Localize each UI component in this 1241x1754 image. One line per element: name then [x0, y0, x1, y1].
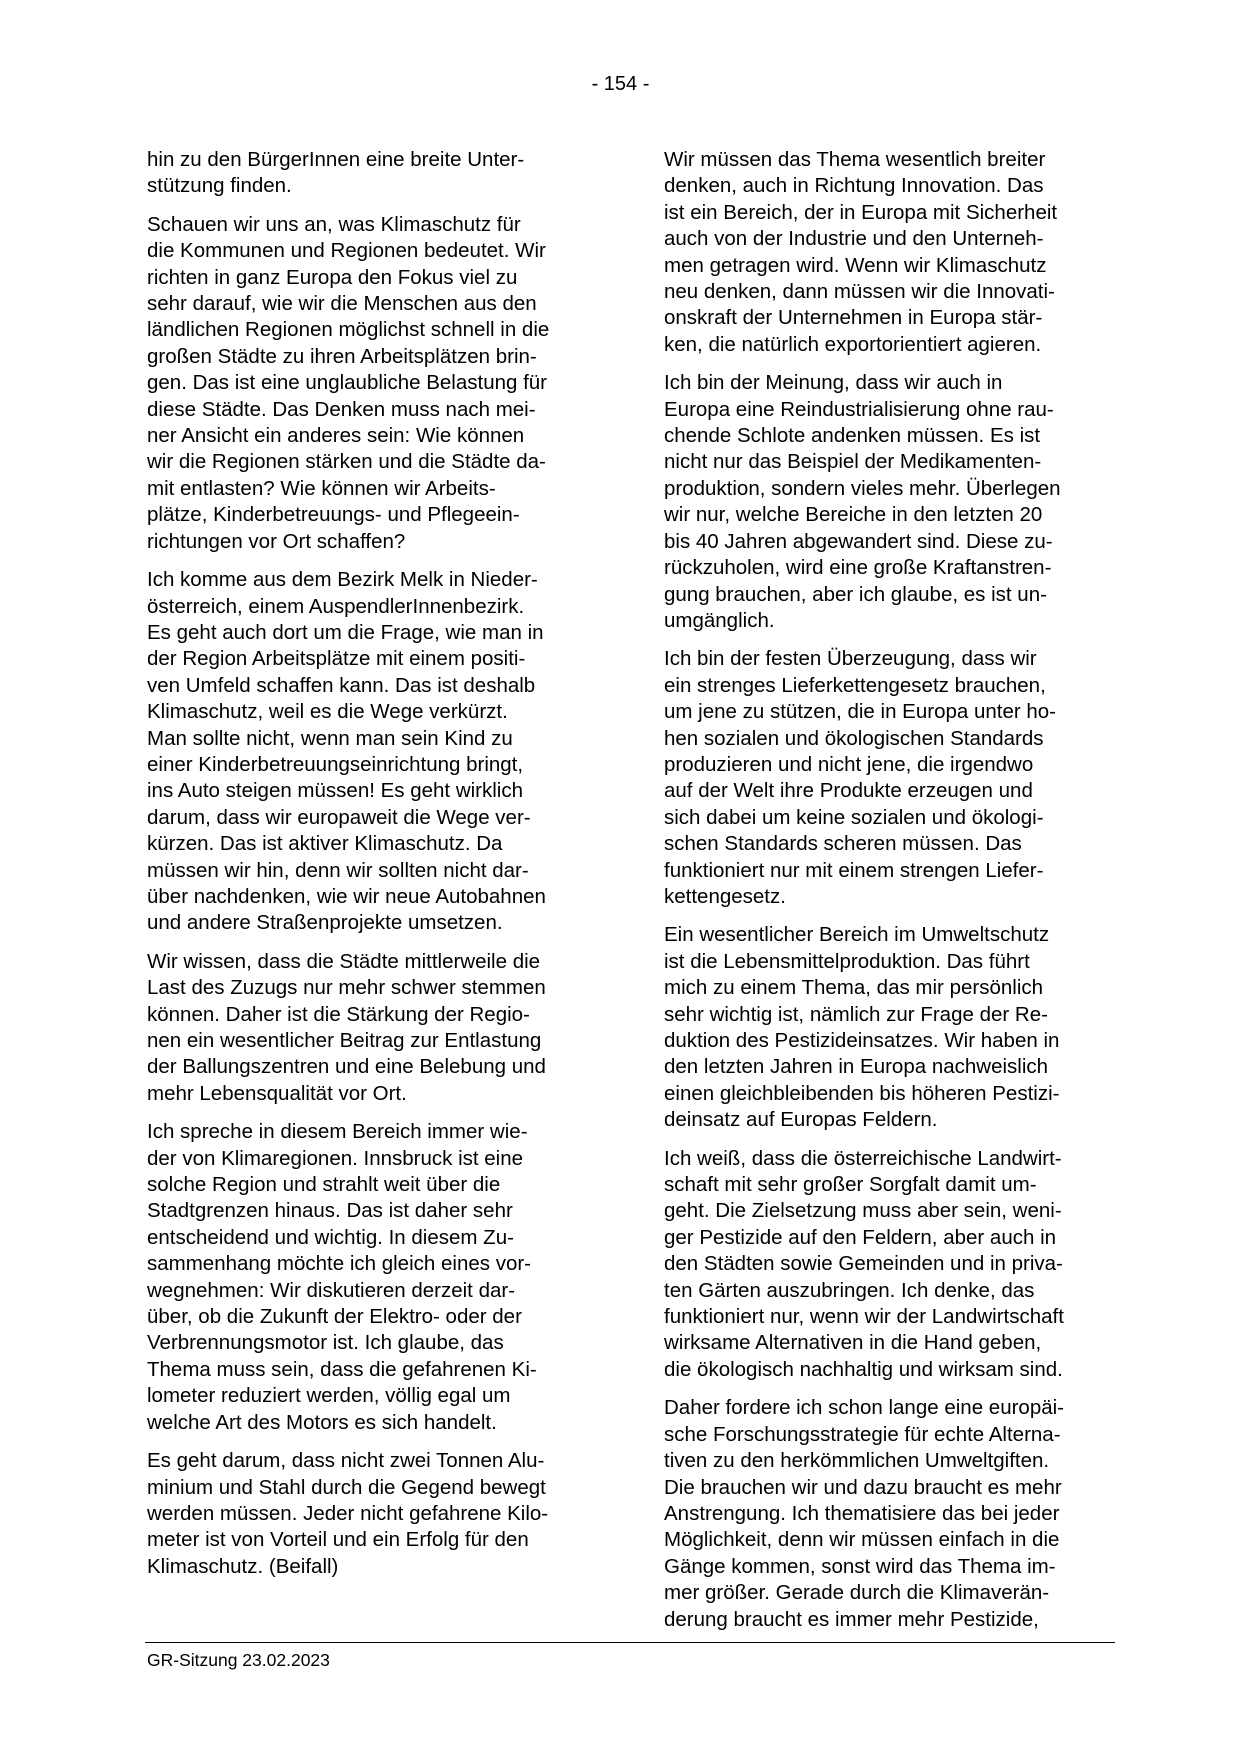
text-line: Thema muss sein, dass die gefahrenen Ki-	[147, 1357, 537, 1381]
text-line: Klimaschutz, weil es die Wege verkürzt.	[147, 700, 508, 724]
text-line: mehr Lebensqualität vor Ort.	[147, 1081, 407, 1105]
paragraph	[664, 147, 1116, 358]
text-line: meter ist von Vorteil und ein Erfolg für den	[147, 1528, 529, 1552]
page-number: - 154 -	[591, 73, 650, 95]
text-line: auch von der Industrie und den Unterneh-	[664, 227, 1044, 251]
text-line: die ökologisch nachhaltig und wirksam sind.	[664, 1357, 1063, 1381]
text-line: Wir müssen das Thema wesentlich breiter	[664, 148, 1046, 171]
text-line: denken, auch in Richtung Innovation. Das	[664, 174, 1044, 198]
text-line: rückzuholen, wird eine große Kraftanstren-	[664, 556, 1052, 580]
text-line: ger Pestizide auf den Feldern, aber auch in	[664, 1225, 1057, 1249]
text-line: onskraft der Unternehmen in Europa stär-	[664, 306, 1043, 330]
text-line: um jene zu stützen, die in Europa unter ho-	[664, 700, 1057, 724]
text-line: deinsatz auf Europas Feldern.	[664, 1108, 938, 1132]
text-line: Ich bin der Meinung, dass wir auch in	[664, 371, 1003, 395]
text-line: Last des Zuzugs nur mehr schwer stemmen	[147, 976, 546, 1000]
text-line: ten Gärten auszubringen. Ich denke, das	[664, 1278, 1035, 1302]
text-line: Es geht darum, dass nicht zwei Tonnen Alu-	[147, 1449, 545, 1473]
text-line: Ich komme aus dem Bezirk Melk in Nieder-	[147, 568, 538, 592]
text-line: wegnehmen: Wir diskutieren derzeit dar-	[147, 1278, 516, 1302]
text-line: sehr wichtig ist, nämlich zur Frage der Re-	[664, 1002, 1048, 1026]
text-line: stützung finden.	[147, 174, 292, 198]
paragraph	[147, 147, 599, 200]
text-line: gung brauchen, aber ich glaube, es ist un-	[664, 582, 1047, 606]
text-line: schaft mit sehr großer Sorgfalt damit um-	[664, 1173, 1037, 1197]
text-line: umgänglich.	[664, 608, 775, 632]
text-line: welche Art des Motors es sich handelt.	[147, 1410, 497, 1434]
text-line: nicht nur das Beispiel der Medikamenten-	[664, 450, 1042, 474]
paragraph	[147, 567, 599, 937]
text-line: der Ballungszentren und eine Belebung und	[147, 1055, 546, 1079]
text-line: über, ob die Zukunft der Elektro- oder der	[147, 1305, 522, 1329]
text-line: ken, die natürlich exportorientiert agieren.	[664, 332, 1042, 356]
text-line: Wir wissen, dass die Städte mittlerweile die	[147, 949, 541, 973]
text-line: Schauen wir uns an, was Klimaschutz für	[147, 212, 521, 236]
text-line: Ich weiß, dass die österreichische Landwirt-	[664, 1146, 1062, 1170]
text-line: geht. Die Zielsetzung muss aber sein, weni-	[664, 1199, 1062, 1223]
text-line: lometer reduziert werden, völlig egal um	[147, 1384, 511, 1408]
text-line: solche Region und strahlt weit über die	[147, 1173, 501, 1197]
text-line: der von Klimaregionen. Innsbruck ist eine	[147, 1146, 524, 1170]
text-line: wir nur, welche Bereiche in den letzten 20	[664, 503, 1043, 527]
text-line: großen Städte zu ihren Arbeitsplätzen brin-	[147, 344, 537, 368]
text-line: die Kommunen und Regionen bedeutet. Wir	[147, 239, 546, 263]
text-line: kettengesetz.	[664, 884, 786, 908]
paragraph	[147, 1119, 599, 1436]
text-line: ven Umfeld schaffen kann. Das ist deshalb	[147, 673, 536, 697]
text-line: werden müssen. Jeder nicht gefahrene Kilo-	[147, 1501, 549, 1525]
text-line: können. Daher ist die Stärkung der Regio-	[147, 1002, 530, 1026]
text-line: duktion des Pestizideinsatzes. Wir haben in	[664, 1029, 1060, 1052]
text-line: ner Ansicht ein anderes sein: Wie können	[147, 424, 525, 448]
text-line: Europa eine Reindustrialisierung ohne rau-	[664, 397, 1054, 421]
text-line: hen sozialen und ökologischen Standards	[664, 726, 1044, 750]
text-line: Klimaschutz. (Beifall)	[147, 1554, 339, 1578]
text-line: funktioniert nur, wenn wir der Landwirtschaft	[664, 1305, 1064, 1329]
text-line: über nachdenken, wie wir neue Autobahnen	[147, 884, 546, 908]
text-line: den Städten sowie Gemeinden und in priva-	[664, 1252, 1063, 1276]
text-line: darum, dass wir europaweit die Wege ver-	[147, 805, 531, 829]
text-line: Es geht auch dort um die Frage, wie man in	[147, 620, 544, 644]
text-line: sehr darauf, wie wir die Menschen aus den	[147, 292, 537, 316]
paragraph	[147, 212, 599, 555]
text-line: österreich, einem AuspendlerInnenbezirk.	[147, 594, 525, 618]
footer-session-date: GR-Sitzung 23.02.2023	[147, 1650, 330, 1670]
text-line: richten in ganz Europa den Fokus viel zu	[147, 265, 518, 289]
text-line: nen ein wesentlicher Beitrag zur Entlastung	[147, 1029, 542, 1052]
text-line: Ich bin der festen Überzeugung, dass wir	[664, 647, 1037, 671]
text-line: gen. Das ist eine unglaubliche Belastung für	[147, 371, 548, 395]
paragraph	[664, 1395, 1116, 1633]
text-line: ist die Lebensmittelproduktion. Das führt	[664, 949, 1030, 973]
text-line: men getragen wird. Wenn wir Klimaschutz	[664, 253, 1047, 277]
text-line: der Region Arbeitsplätze mit einem positi-	[147, 647, 526, 671]
text-line: müssen wir hin, denn wir sollten nicht dar-	[147, 858, 529, 882]
text-line: produktion, sondern vieles mehr. Überlegen	[664, 476, 1061, 500]
text-line: plätze, Kinderbetreuungs- und Pflegeein-	[147, 503, 520, 527]
text-line: Gänge kommen, sonst wird das Thema im-	[664, 1554, 1056, 1578]
text-line: entscheidend und wichtig. In diesem Zu-	[147, 1225, 514, 1249]
text-line: mit entlasten? Wie können wir Arbeits-	[147, 476, 496, 500]
text-line: sich dabei um keine sozialen und ökologi-	[664, 805, 1044, 829]
paragraph	[147, 1448, 599, 1580]
text-line: tiven zu den herkömmlichen Umweltgiften.	[664, 1449, 1050, 1473]
text-line: Man sollte nicht, wenn man sein Kind zu	[147, 726, 513, 750]
text-line: richtungen vor Ort schaffen?	[147, 529, 406, 553]
paragraph	[147, 949, 599, 1107]
text-line: Anstrengung. Ich thematisiere das bei jeder	[664, 1501, 1060, 1525]
left-column	[147, 147, 599, 1592]
text-line: einen gleichbleibenden bis höheren Pestizi-	[664, 1081, 1060, 1105]
text-line: funktioniert nur mit einem strengen Liefer-	[664, 858, 1044, 882]
text-line: kürzen. Das ist aktiver Klimaschutz. Da	[147, 832, 503, 856]
text-line: Möglichkeit, denn wir müssen einfach in die	[664, 1528, 1060, 1552]
paragraph	[664, 1146, 1116, 1384]
text-line: sche Forschungsstrategie für echte Alterna-	[664, 1422, 1061, 1446]
text-line: bis 40 Jahren abgewandert sind. Diese zu-	[664, 529, 1053, 553]
text-line: und andere Straßenprojekte umsetzen.	[147, 911, 503, 935]
text-line: diese Städte. Das Denken muss nach mei-	[147, 397, 536, 421]
text-line: ins Auto steigen müssen! Es geht wirklich	[147, 779, 524, 803]
text-line: Verbrennungsmotor ist. Ich glaube, das	[147, 1331, 504, 1355]
text-line: wirksame Alternativen in die Hand geben,	[664, 1331, 1042, 1355]
text-line: wir die Regionen stärken und die Städte da-	[147, 450, 546, 474]
text-line: einer Kinderbetreuungseinrichtung bringt,	[147, 752, 524, 776]
text-line: den letzten Jahren in Europa nachweislich	[664, 1055, 1049, 1079]
text-line: Die brauchen wir und dazu braucht es mehr	[664, 1475, 1062, 1499]
text-line: auf der Welt ihre Produkte erzeugen und	[664, 779, 1033, 803]
text-line: schen Standards scheren müssen. Das	[664, 832, 1022, 856]
paragraph	[664, 922, 1116, 1133]
right-column	[664, 147, 1116, 1645]
paragraph	[664, 370, 1116, 634]
text-line: Daher fordere ich schon lange eine europäi-	[664, 1396, 1065, 1420]
text-line: minium und Stahl durch die Gegend bewegt	[147, 1475, 546, 1499]
text-line: ein strenges Lieferkettengesetz brauchen,	[664, 673, 1046, 697]
text-line: chende Schlote andenken müssen. Es ist	[664, 424, 1041, 448]
text-line: Ein wesentlicher Bereich im Umweltschutz	[664, 923, 1050, 947]
text-line: neu denken, dann müssen wir die Innovati-	[664, 280, 1055, 304]
text-line: hin zu den BürgerInnen eine breite Unter-	[147, 148, 525, 171]
text-line: ländlichen Regionen möglichst schnell in die	[147, 318, 550, 342]
text-line: derung braucht es immer mehr Pestizide,	[664, 1607, 1039, 1631]
paragraph	[664, 646, 1116, 910]
text-line: ist ein Bereich, der in Europa mit Sicherheit	[664, 200, 1058, 224]
footer-divider	[145, 1642, 1115, 1643]
text-line: Ich spreche in diesem Bereich immer wie-	[147, 1120, 528, 1144]
text-line: Stadtgrenzen hinaus. Das ist daher sehr	[147, 1199, 513, 1223]
text-line: produzieren und nicht jene, die irgendwo	[664, 752, 1034, 776]
text-line: mer größer. Gerade durch die Klimaverän-	[664, 1581, 1050, 1605]
text-line: sammenhang möchte ich gleich eines vor-	[147, 1252, 531, 1276]
text-line: mich zu einem Thema, das mir persönlich	[664, 976, 1044, 1000]
